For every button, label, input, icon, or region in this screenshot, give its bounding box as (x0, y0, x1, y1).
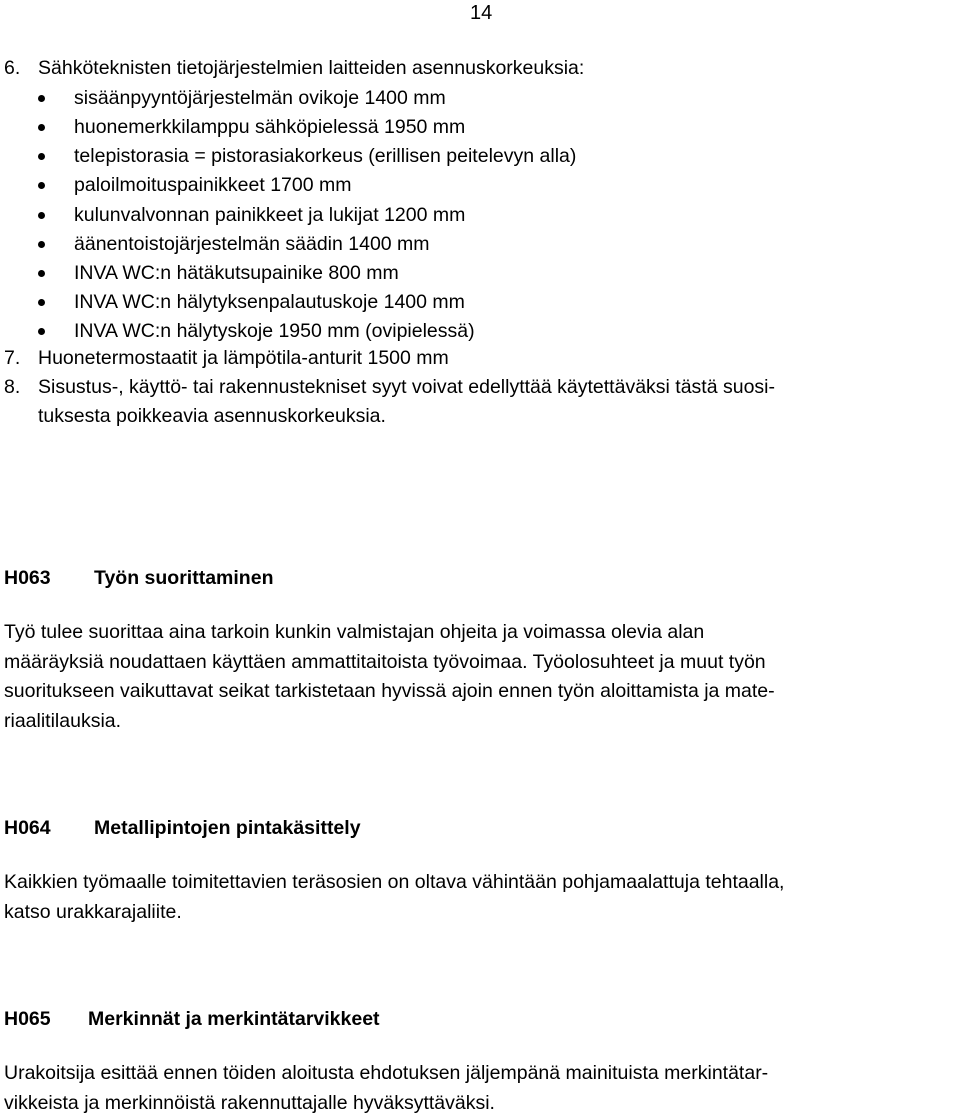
section-body-h065 (4, 1059, 768, 1118)
list-item-text: sisäänpyyntöjärjestelmän ovikoje 1400 mm (74, 86, 446, 110)
list-text-line-2: tuksesta poikkeavia asennuskorkeuksia. (38, 404, 386, 428)
list-item-text: INVA WC:n hälytyskoje 1950 mm (ovipielessä) (74, 319, 475, 343)
list-text-line-1: Sisustus-, käyttö- tai rakennustekniset syyt voivat edellyttää käytettäväksi tästä suosi- (38, 375, 775, 399)
bullet-icon (38, 299, 45, 306)
section-body-h064 (4, 868, 784, 927)
paragraph-line: katso urakkarajaliite. (4, 898, 784, 928)
list-item-text: telepistorasia = pistorasiakorkeus (erillisen peitelevyn alla) (74, 144, 576, 168)
page-number: 14 (470, 2, 492, 25)
section-code: H063 (4, 566, 51, 590)
list-title: Sähköteknisten tietojärjestelmien laitteiden asennuskorkeuksia: (38, 56, 584, 80)
section-code: H065 (4, 1007, 51, 1031)
bullet-icon (38, 153, 45, 160)
list-item-text: kulunvalvonnan painikkeet ja lukijat 1200 mm (74, 203, 465, 227)
paragraph-line: suoritukseen vaikuttavat seikat tarkistetaan hyvissä ajoin ennen työn aloittamista ja mate- (4, 677, 775, 707)
paragraph-line: Työ tulee suorittaa aina tarkoin kunkin valmistajan ohjeita ja voimassa olevia alan (4, 618, 775, 648)
paragraph-line: Kaikkien työmaalle toimitettavien teräsosien on oltava vähintään pohjamaalattuja tehtaalla, (4, 868, 784, 898)
paragraph-line: vikkeista ja merkinnöistä rakennuttajalle hyväksyttäväksi. (4, 1089, 768, 1118)
list-number: 8. (4, 375, 20, 399)
list-item-text: äänentoistojärjestelmän säädin 1400 mm (74, 232, 430, 256)
bullet-icon (38, 270, 45, 277)
paragraph-line: Urakoitsija esittää ennen töiden aloitusta ehdotuksen jäljempänä mainituista merkintätar- (4, 1059, 768, 1089)
bullet-icon (38, 182, 45, 189)
section-body-h063 (4, 618, 775, 736)
section-code: H064 (4, 816, 51, 840)
bullet-icon (38, 241, 45, 248)
list-number: 7. (4, 346, 20, 370)
paragraph-line: riaalitilauksia. (4, 707, 775, 737)
list-item-text: paloilmoituspainikkeet 1700 mm (74, 173, 351, 197)
list-item-text: huonemerkkilamppu sähköpielessä 1950 mm (74, 115, 465, 139)
list-text: Huonetermostaatit ja lämpötila-anturit 1500 mm (38, 346, 449, 370)
bullet-icon (38, 124, 45, 131)
bullet-icon (38, 95, 45, 102)
section-title: Metallipintojen pintakäsittely (94, 816, 361, 840)
list-item-text: INVA WC:n hätäkutsupainike 800 mm (74, 261, 399, 285)
list-number: 6. (4, 56, 20, 80)
section-title: Merkinnät ja merkintätarvikkeet (88, 1007, 380, 1031)
bullet-icon (38, 328, 45, 335)
paragraph-line: määräyksiä noudattaen käyttäen ammattitaitoista työvoimaa. Työolosuhteet ja muut työn (4, 648, 775, 678)
bullet-icon (38, 212, 45, 219)
list-item-text: INVA WC:n hälytyksenpalautuskoje 1400 mm (74, 290, 465, 314)
section-title: Työn suorittaminen (94, 566, 273, 590)
